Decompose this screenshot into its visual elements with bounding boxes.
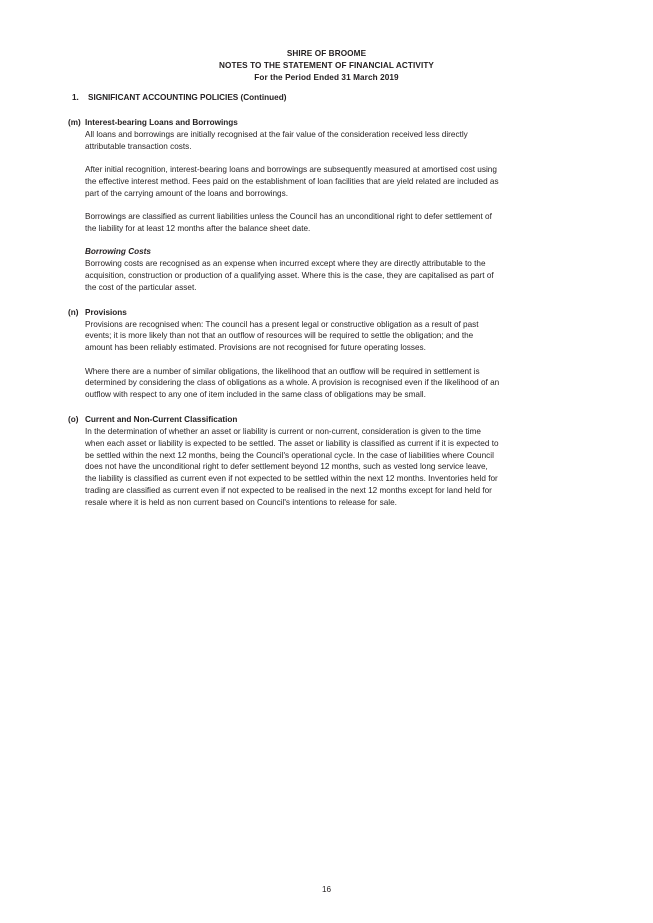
section-o-title: Current and Non-Current Classification: [85, 414, 238, 424]
section-n-body: [85, 319, 500, 401]
section-m-body: [85, 129, 500, 294]
paragraph: In the determination of whether an asset or liability is current or non-current, consideration is given to the time when each asset or liability is expected to be settled. The asset or liability is classified as current if it is expected to be settled within the next 12 months, being the Council's operational cycle. In the case of liabilities where Council does not have the unconditional right to defer settlement beyond 12 months, such as vested long service leave, the liability is classified as current even if not expected to be settled within the next 12 months. Inventories held for trading are classified as current even if not expected to be realised in the next 12 months except for land held for resale where it is held as non current based on Council's intentions to release for sale.: [85, 426, 499, 507]
section-n-letter: (n): [68, 307, 79, 317]
section-n-heading: [68, 307, 500, 319]
note-title: SIGNIFICANT ACCOUNTING POLICIES (Continued): [88, 93, 287, 102]
subsection-borrowing-costs-title: Borrowing Costs: [85, 247, 151, 257]
paragraph: Where there are a number of similar obligations, the likelihood that an outflow will be required in settlement is determined by considering the class of obligations as a whole. A provision is recognised even if the likelihood of an outflow with respect to any one of item included in the same class of obligations may be small.: [85, 366, 500, 400]
spacer: [68, 294, 500, 307]
header-statement-title: NOTES TO THE STATEMENT OF FINANCIAL ACTIVITY: [219, 61, 434, 71]
page-footer: [0, 884, 653, 896]
paragraph: All loans and borrowings are initially recognised at the fair value of the consideration received less directly attributable transaction costs.: [85, 130, 468, 151]
section-m-letter: (m): [68, 118, 81, 127]
paragraph: Borrowings are classified as current liabilities unless the Council has an unconditional right to defer settlement of the liability for at least 12 months after the balance sheet date.: [85, 212, 492, 233]
section-n-title: Provisions: [85, 307, 127, 317]
document-body: [68, 92, 500, 509]
paragraph: Borrowing costs are recognised as an expense when incurred except where they are directly attributable to the acquisition, construction or production of a qualifying asset. Where this is the case, they are capitalised as part of the cost of the particular asset.: [85, 259, 494, 292]
spacer: [85, 235, 500, 247]
spacer: [68, 401, 500, 414]
section-m-title: Interest-bearing Loans and Borrowings: [85, 118, 238, 127]
section-n: [68, 307, 500, 401]
section-o-letter: (o): [68, 414, 79, 424]
note-heading: [72, 92, 500, 104]
section-m-heading: [68, 117, 500, 129]
document-header: [0, 48, 653, 84]
section-o-body: [85, 426, 500, 509]
paragraph: Provisions are recognised when: The council has a present legal or constructive obligation as a result of past events; it is more likely than not that an outflow of resources will be required to settle the obligation; and the amount has been reliably estimated. Provisions are not recognised for future operating losses.: [85, 319, 479, 353]
header-period: For the Period Ended 31 March 2019: [254, 73, 399, 83]
section-o-heading: [68, 414, 500, 426]
section-m: [68, 117, 500, 294]
paragraph: After initial recognition, interest-bearing loans and borrowings are subsequently measured at amortised cost using the effective interest method. Fees paid on the establishment of loan facilities that are yield related are included as part of the carrying amount of the loans and borrowings.: [85, 165, 499, 198]
page-number: 16: [321, 885, 332, 894]
header-organisation: SHIRE OF BROOME: [286, 49, 367, 58]
section-o: [68, 414, 500, 509]
note-number: 1.: [72, 93, 79, 102]
